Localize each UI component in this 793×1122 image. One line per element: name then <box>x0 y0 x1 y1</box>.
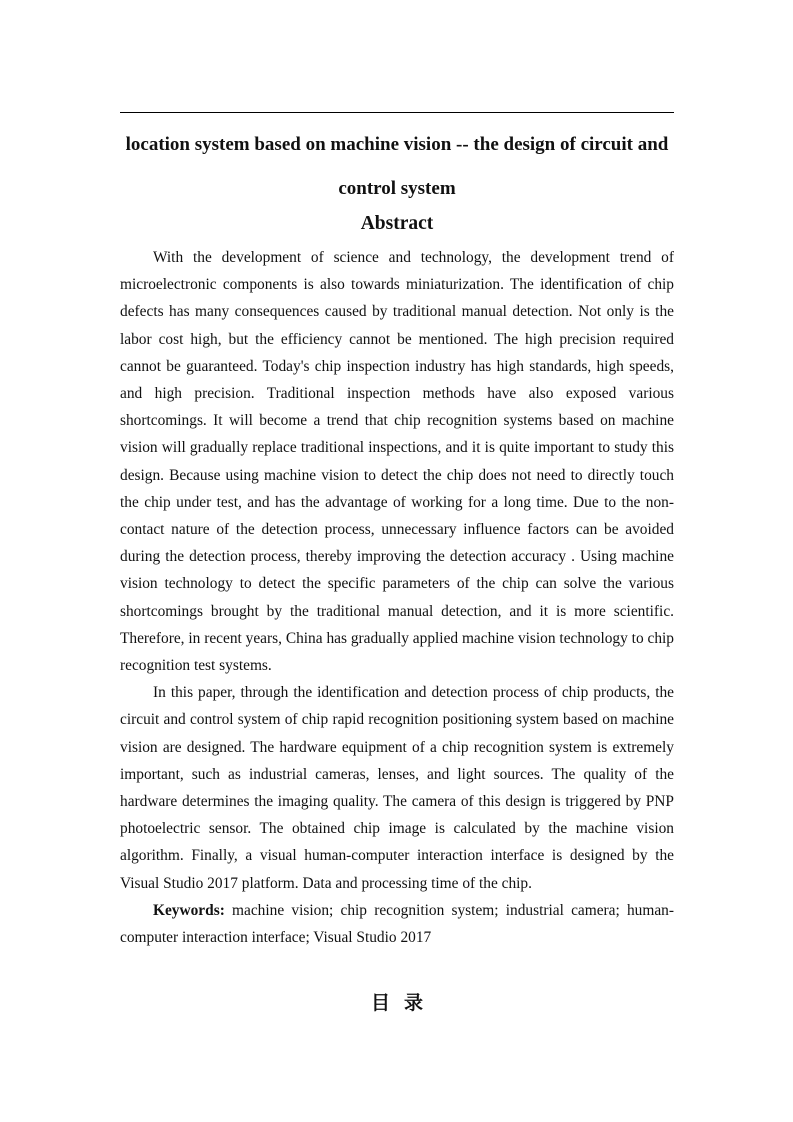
abstract-body <box>120 244 674 951</box>
abstract-paragraph-1: With the development of science and technology, the development trend of microelectronic components is also towards miniaturization. The identification of chip defects has many consequences caused by traditional manual detection. Not only is the labor cost high, but the efficiency cannot be mentioned. The high precision required cannot be guaranteed. Today's chip inspection industry has high standards, high speeds, and high precision. Traditional inspection methods have also exposed various shortcomings. It will become a trend that chip recognition systems based on machine vision will gradually replace traditional inspections, and it is quite important to study this design. Because using machine vision to detect the chip does not need to directly touch the chip under test, and has the advantage of working for a long time. Due to the non-contact nature of the detection process, unnecessary influence factors can be avoided during the detection process, thereby improving the detection accuracy . Using machine vision technology to detect the specific parameters of the chip can solve the various shortcomings brought by the traditional manual detection, and it is more scientific. Therefore, in recent years, China has gradually applied machine vision technology to chip recognition test systems. <box>120 249 674 675</box>
paper-title: location system based on machine vision -- the design of circuit and control system <box>125 134 669 199</box>
toc-heading: 目录 <box>370 992 437 1014</box>
abstract-paragraph-2: In this paper, through the identification and detection process of chip products, the circuit and control system of chip rapid recognition positioning system based on machine vision are designed. The hardware equipment of a chip recognition system is extremely important, such as industrial cameras, lenses, and light sources. The quality of the hardware determines the imaging quality. The camera of this design is triggered by PNP photoelectric sensor. The obtained chip image is calculated by the machine vision algorithm. Finally, a visual human-computer interaction interface is designed by the Visual Studio 2017 platform. Data and processing time of the chip. <box>120 684 674 892</box>
keywords-label: Keywords: <box>153 901 225 919</box>
keywords-line <box>120 897 674 951</box>
header-rule <box>120 112 674 113</box>
abstract-heading: Abstract <box>360 213 434 234</box>
keywords-text: machine vision; chip recognition system; industrial camera; human-computer interaction interface; Visual Studio 2017 <box>120 901 674 947</box>
